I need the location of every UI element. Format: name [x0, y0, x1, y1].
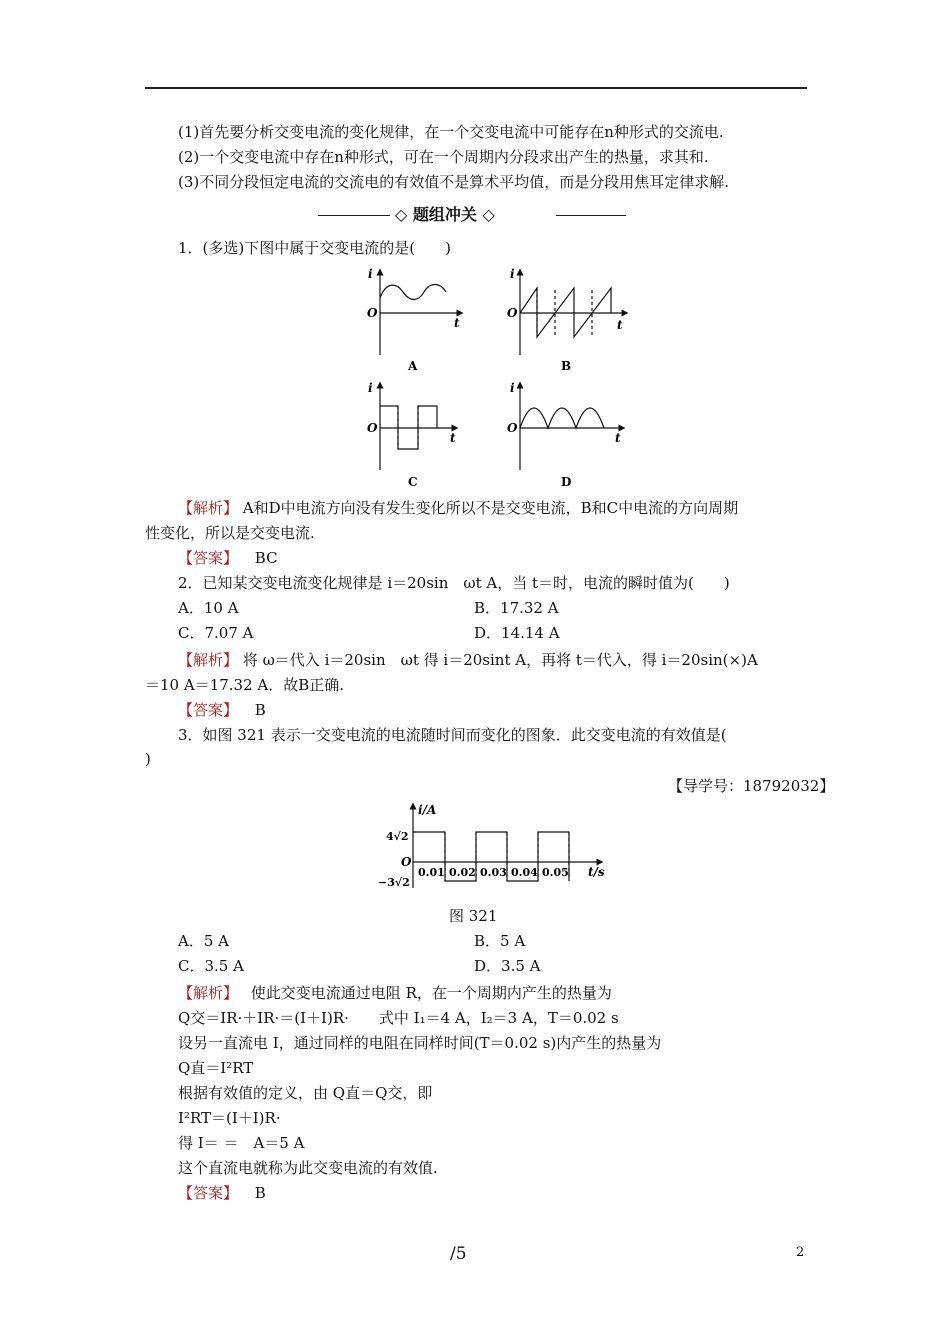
q3-tick-2: 0.02 — [449, 866, 476, 879]
footer-page-number: 2 — [796, 1245, 805, 1260]
q1-answer-tag: 【答案】 — [178, 549, 239, 567]
q1-analysis-tag: 【解析】 — [178, 499, 239, 517]
q3-analysis-line-8: 这个直流电就称为此交变电流的有效值. — [178, 1159, 438, 1177]
graph-a-i-label: i — [368, 267, 373, 281]
q3-analysis-line-3: 设另一直流电 I，通过同样的电阻在同样时间(T＝0.02 s)内产生的热量为 — [178, 1034, 662, 1052]
intro-line-3: (3)不同分段恒定电流的交流电的有效值不是算术平均值，而是分段用焦耳定律求解. — [178, 173, 730, 191]
q1-answer: BC — [254, 549, 278, 567]
q2-option-b: B．17.32 A — [474, 599, 559, 617]
q3-option-d: D．3.5 A — [474, 957, 541, 975]
graph-b-caption: B — [561, 359, 572, 373]
q3-y-top-label: 4√2 — [386, 830, 409, 843]
q3-option-a: A．5 A — [178, 932, 229, 950]
q2-option-a: A．10 A — [178, 599, 239, 617]
q3-analysis-line-5: 根据有效值的定义，由 Q直＝Q交，即 — [178, 1084, 433, 1102]
q3-tick-5: 0.05 — [542, 866, 569, 879]
q2-answer: B — [254, 701, 266, 719]
q2-analysis-text-1: 将 ω＝代入 i＝20sin ωt 得 i＝20sint A，再将 t＝代入，得 i＝20sin(×)A — [242, 651, 758, 669]
graph-d-o-label: O — [507, 421, 518, 435]
q1-stem: 1．(多选)下图中属于交变电流的是( ) — [178, 239, 451, 257]
q2-stem: 2．已知某交变电流变化规律是 i＝20sin ωt A，当 t＝时，电流的瞬时值为( ) — [178, 574, 730, 592]
graph-b-i-label: i — [510, 267, 515, 281]
q2-analysis-tag: 【解析】 — [178, 651, 239, 669]
graph-d-i-label: i — [510, 381, 515, 395]
q3-tick-3: 0.03 — [480, 866, 507, 879]
graph-a — [380, 272, 460, 355]
q1-analysis-line-1 — [178, 498, 738, 518]
graph-a-caption: A — [408, 359, 418, 373]
q3-analysis-line-2: Q交＝IR·＋IR·＝(I＋I)R· 式中 I₁＝4 A，I₂＝3 A，T＝0.02 s — [178, 1009, 619, 1027]
graph-a-o-label: O — [367, 306, 378, 320]
graph-d-caption: D — [561, 475, 572, 489]
q1-analysis-text-1: A和D中电流方向没有发生变化所以不是交变电流，B和C中电流的方向周期 — [242, 499, 739, 517]
q3-analysis-tag: 【解析】 — [178, 984, 239, 1002]
q2-answer-tag: 【答案】 — [178, 701, 239, 719]
graph-c — [380, 385, 455, 470]
q3-figure — [370, 800, 620, 895]
graph-c-o-label: O — [367, 421, 378, 435]
section-heading: ◇ 题组冲关 ◇ — [395, 205, 495, 224]
q3-option-c: C．3.5 A — [178, 957, 244, 975]
q1-graphs — [0, 0, 950, 500]
q2-option-c: C．7.07 A — [178, 624, 254, 642]
graph-b-o-label: O — [507, 306, 518, 320]
q3-origin-label: O — [401, 855, 412, 869]
q2-analysis-line-2: ＝10 A＝17.32 A．故B正确. — [145, 676, 345, 694]
q3-analysis-line-6: I²RT＝(I＋I)R· — [178, 1109, 281, 1127]
q3-figure-caption: 图 321 — [449, 907, 498, 925]
intro-line-1: (1)首先要分析交变电流的变化规律，在一个交变电流中可能存在n种形式的交流电. — [178, 123, 724, 141]
q3-analysis-line-7: 得 I＝ ＝ A＝5 A — [178, 1134, 305, 1152]
q3-analysis-line-1 — [178, 983, 612, 1003]
graph-c-i-label: i — [368, 381, 373, 395]
graph-b — [520, 272, 625, 355]
footer-page-fraction: /5 — [450, 1244, 467, 1264]
q3-option-b: B．5 A — [474, 932, 526, 950]
graph-c-t-label: t — [450, 431, 456, 445]
graph-a-t-label: t — [454, 316, 460, 330]
q3-guide-number: 【导学号：18792032】 — [668, 777, 835, 795]
q3-answer-tag: 【答案】 — [178, 1184, 239, 1202]
q2-option-d: D．14.14 A — [474, 624, 560, 642]
q3-i-axis-label: i/A — [418, 803, 437, 817]
q3-analysis-line-4: Q直＝I²RT — [178, 1059, 254, 1077]
q3-y-bottom-label: −3√2 — [378, 876, 410, 889]
q3-answer-line — [178, 1183, 266, 1203]
q3-answer: B — [254, 1184, 266, 1202]
q1-answer-line — [178, 548, 278, 568]
q3-stem-1: 3．如图 321 表示一交变电流的电流随时间而变化的图象．此交变电流的有效值是( — [178, 726, 727, 744]
q3-tick-1: 0.01 — [418, 866, 445, 879]
q3-t-axis-label: t/s — [588, 865, 605, 879]
q1-analysis-line-2: 性变化，所以是交变电流. — [145, 524, 315, 542]
q2-answer-line — [178, 700, 266, 720]
q3-analysis-text-1: 使此交变电流通过电阻 R，在一个周期内产生的热量为 — [250, 984, 612, 1002]
q3-stem-2: ) — [145, 750, 151, 768]
graph-c-caption: C — [408, 475, 418, 489]
graph-d — [520, 385, 622, 470]
intro-line-2: (2)一个交变电流中存在n种形式，可在一个周期内分段求出产生的热量，求其和. — [178, 148, 709, 166]
graph-b-t-label: t — [617, 318, 623, 332]
q3-tick-4: 0.04 — [511, 866, 538, 879]
graph-a-wave — [380, 285, 446, 300]
graph-d-t-label: t — [615, 431, 621, 445]
q2-analysis-line-1 — [178, 650, 758, 670]
